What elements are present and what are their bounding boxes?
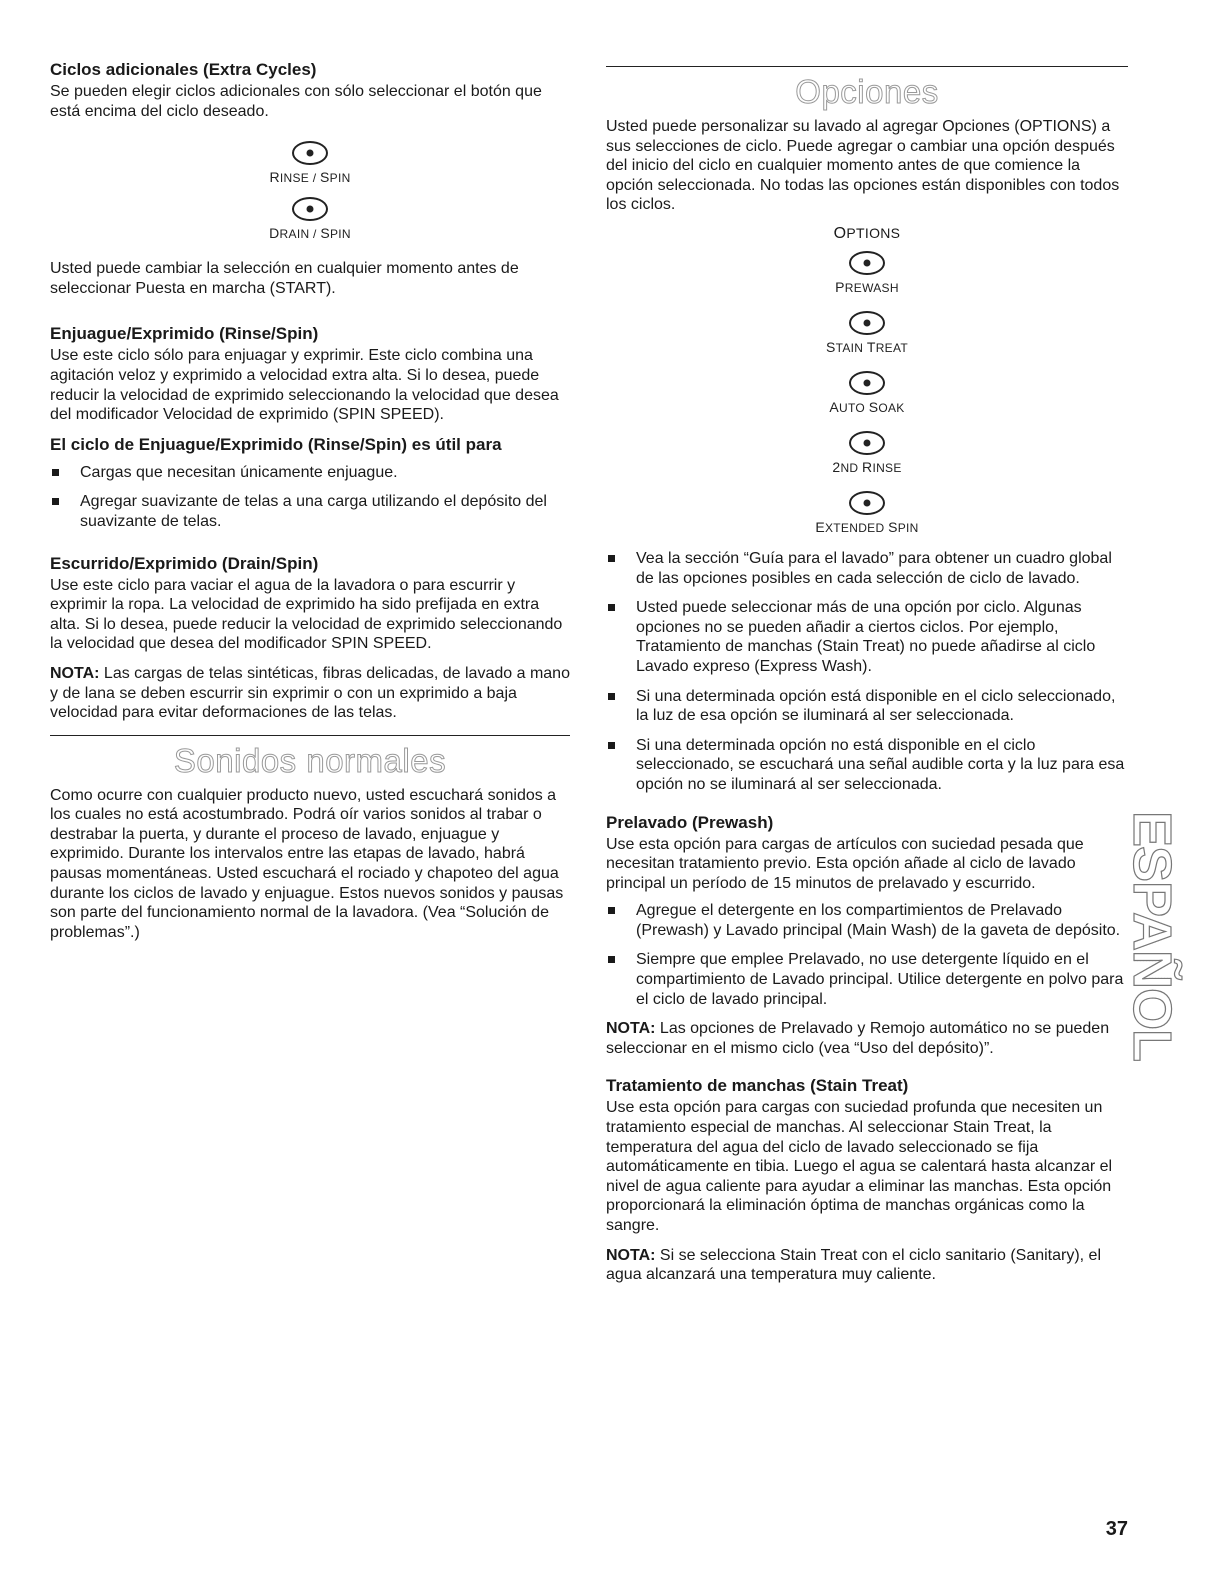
rinse-spin-label: RINSE / SPIN bbox=[269, 169, 351, 186]
second-rinse-label: 2ND RINSE bbox=[832, 458, 902, 475]
rinse-spin-subheading: El ciclo de Enjuague/Exprimido (Rinse/Spin) es útil para bbox=[50, 434, 502, 454]
second-rinse-button-icon bbox=[849, 431, 885, 455]
stain-treat-label: STAIN TREAT bbox=[825, 338, 909, 355]
list-item: Siempre que emplee Prelavado, no use detergente líquido en el compartimiento de Lavado principal. Utilice detergente en polvo para el ciclo de lavado principal. bbox=[606, 950, 1128, 1009]
second-rinse-control bbox=[606, 431, 1128, 475]
prewash-text: Use esta opción para cargas de artículos con suciedad pesada que necesitan tratamiento previo. Esta opción añade al ciclo de lavado principal un período de 15 minutos de prelavado y escurrido. bbox=[606, 835, 1084, 892]
prewash-button-icon bbox=[849, 251, 885, 275]
list-item: Si una determinada opción está disponible en el ciclo seleccionado, la luz de esa opción se iluminará al ser seleccionada. bbox=[606, 687, 1128, 726]
list-item: Agregar suavizante de telas a una carga utilizando el depósito del suavizante de telas. bbox=[50, 492, 570, 531]
section-divider bbox=[50, 735, 570, 736]
extended-spin-control bbox=[606, 491, 1128, 535]
options-title: Opciones bbox=[795, 73, 939, 110]
language-side-tab bbox=[1122, 810, 1182, 1062]
list-item: Cargas que necesitan únicamente enjuague. bbox=[50, 463, 570, 483]
rinse-spin-button-icon bbox=[292, 141, 328, 165]
prewash-bullets bbox=[606, 901, 1128, 1009]
prewash-label: PREWASH bbox=[835, 278, 899, 295]
stain-treat-heading: Tratamiento de manchas (Stain Treat) bbox=[606, 1076, 909, 1096]
options-bullets bbox=[606, 549, 1128, 795]
normal-sounds-text: Como ocurre con cualquier producto nuevo, usted escuchará sonidos a los cuales no está acostumbrado. Podrá oír varios sonidos al trabar o destrabar la puerta, y durante el proceso de lavado, enjuague y exprimido. Durante los intervalos entre las etapas de lavado, habrá pausas momentáneas. Usted escuchará el rociado y chapoteo del agua durante los ciclos de lavado y enjuague. Estos nuevos sonidos y pausas son parte del funcionamiento normal de la lavadora. (Vea “Solución de problemas”.) bbox=[50, 786, 564, 941]
list-item: Usted puede seleccionar más de una opción por ciclo. Algunas opciones no se pueden añadir a ciertos ciclos. Por ejemplo, Tratamiento de manchas (Stain Treat) no puede añadirse al ciclo Lavado expreso (Express Wash). bbox=[606, 598, 1128, 676]
stain-treat-note: NOTA: Si se selecciona Stain Treat con el ciclo sanitario (Sanitary), el agua alcanzará una temperatura muy caliente. bbox=[606, 1246, 1102, 1284]
right-column bbox=[606, 66, 1128, 1285]
extra-cycles-heading: Ciclos adicionales (Extra Cycles) bbox=[50, 60, 317, 79]
drain-spin-heading: Escurrido/Exprimido (Drain/Spin) bbox=[50, 553, 319, 573]
page-number: 37 bbox=[1105, 1518, 1128, 1540]
left-column bbox=[50, 60, 570, 942]
rinse-spin-heading: Enjuague/Exprimido (Rinse/Spin) bbox=[50, 324, 319, 344]
stain-treat-text: Use esta opción para cargas con suciedad profunda que necesiten un tratamiento especial de manchas. Al seleccionar Stain Treat, la temperatura del agua del ciclo de lavado seleccionado se fija automáticamente en tibia. Luego el agua se calentará hasta alcanzar el nivel de agua caliente para ayudar a eliminar las manchas. Esta opción proporcionará la eliminación óptima de manchas orgánicas como la sangre. bbox=[606, 1099, 1113, 1234]
auto-soak-label: AUTO SOAK bbox=[829, 398, 905, 415]
extra-cycles-intro: Se pueden elegir ciclos adicionales con sólo seleccionar el botón que está encima del ciclo deseado. bbox=[50, 83, 542, 120]
section-divider bbox=[606, 66, 1128, 67]
extended-spin-button-icon bbox=[849, 491, 885, 515]
auto-soak-button-icon bbox=[849, 371, 885, 395]
rinse-spin-control bbox=[50, 141, 570, 185]
options-intro: Usted puede personalizar su lavado al agregar Opciones (OPTIONS) a sus selecciones de ciclo. Puede agregar o cambiar una opción después del inicio del ciclo en cualquier momento antes de que comience la opción seleccionada. No todas las opciones están disponibles con todos los ciclos. bbox=[606, 118, 1120, 214]
options-panel-label: OPTIONS bbox=[833, 224, 901, 242]
list-item: Si una determinada opción no está disponible en el ciclo seleccionado, se escuchará una señal audible corta y la luz para esa opción no se iluminará al ser seleccionada. bbox=[606, 736, 1128, 795]
drain-spin-note: NOTA: Las cargas de telas sintéticas, fibras delicadas, de lavado a mano y de lana se deben escurrir sin exprimir o con un exprimido a baja velocidad para evitar deformaciones de las telas. bbox=[50, 664, 570, 722]
rinse-spin-bullets bbox=[50, 463, 570, 532]
drain-spin-button-icon bbox=[292, 197, 328, 221]
list-item: Agregue el detergente en los compartimientos de Prelavado (Prewash) y Lavado principal (Main Wash) de la gaveta de depósito. bbox=[606, 901, 1128, 940]
prewash-heading: Prelavado (Prewash) bbox=[606, 812, 774, 832]
normal-sounds-title: Sonidos normales bbox=[173, 741, 447, 779]
drain-spin-text: Use este ciclo para vaciar el agua de la lavadora o para escurrir y exprimir la ropa. La velocidad de exprimido ha sido prefijada en extra alta. Si lo desea, puede reducir la velocidad de exprimido seleccionando la velocidad que desea del modificador SPIN SPEED. bbox=[50, 576, 563, 653]
language-side-tab-label: ESPAÑOL bbox=[1122, 810, 1182, 1062]
stain-treat-control bbox=[606, 311, 1128, 355]
drain-spin-control bbox=[50, 197, 570, 241]
list-item: Vea la sección “Guía para el lavado” para obtener un cuadro global de las opciones posibles en cada selección de ciclo de lavado. bbox=[606, 549, 1128, 588]
auto-soak-control bbox=[606, 371, 1128, 415]
drain-spin-label: DRAIN / SPIN bbox=[269, 225, 351, 242]
stain-treat-button-icon bbox=[849, 311, 885, 335]
prewash-control bbox=[606, 251, 1128, 295]
extra-cycles-note: Usted puede cambiar la selección en cualquier momento antes de seleccionar Puesta en marcha (START). bbox=[50, 260, 519, 297]
prewash-note: NOTA: Las opciones de Prelavado y Remojo automático no se pueden seleccionar en el mismo ciclo (vea “Uso del depósito)”. bbox=[606, 1020, 1110, 1057]
rinse-spin-text: Use este ciclo sólo para enjuagar y exprimir. Este ciclo combina una agitación veloz y exprimido a velocidad extra alta. Si lo desea, puede reducir la velocidad de exprimido seleccionando la velocidad que desea del modificador Velocidad de exprimido (SPIN SPEED). bbox=[50, 347, 559, 424]
extended-spin-label: EXTENDED SPIN bbox=[815, 518, 919, 535]
